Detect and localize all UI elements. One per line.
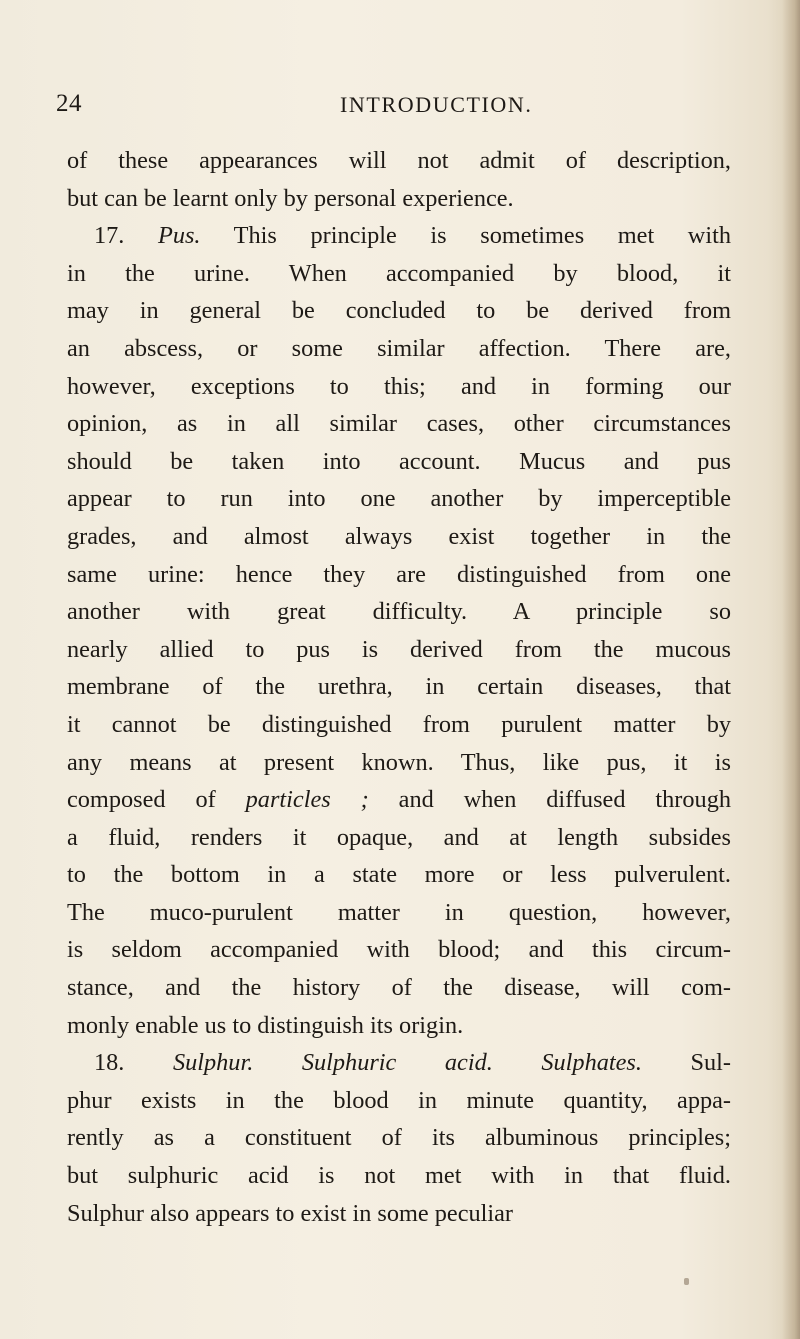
text-line bbox=[67, 1157, 731, 1195]
text-line bbox=[67, 368, 731, 406]
text-run: but can be learnt only by personal experience. bbox=[67, 184, 514, 212]
text-line bbox=[67, 706, 731, 744]
text-run: rently as a constituent of its albuminous principles; bbox=[67, 1124, 731, 1152]
text-line bbox=[67, 744, 731, 782]
text-run: should be taken into account. Mucus and pus bbox=[67, 447, 731, 475]
text-run: of these appearances will not admit of description, bbox=[67, 147, 731, 174]
text-run: may in general be concluded to be derived from bbox=[67, 297, 731, 325]
text-run: however, exceptions to this; and in forming our bbox=[67, 372, 731, 400]
text-line bbox=[67, 518, 731, 556]
text-line bbox=[67, 556, 731, 594]
text-line bbox=[67, 330, 731, 368]
paper-speck bbox=[684, 1278, 689, 1285]
running-head: INTRODUCTION. bbox=[340, 92, 533, 117]
italic-run: Pus. bbox=[157, 222, 201, 250]
text-run: This principle is sometimes met with bbox=[200, 222, 731, 250]
text-line bbox=[67, 142, 731, 180]
italic-run: Sulphur. Sulphuric acid. Sulphates. bbox=[172, 1049, 642, 1077]
text-line bbox=[67, 1119, 731, 1157]
text-run: a fluid, renders it opaque, and at length subsides bbox=[67, 823, 731, 851]
page-edge-shadow bbox=[782, 0, 800, 1339]
text-run: any means at present known. Thus, like pus, it is bbox=[67, 748, 731, 776]
text-run: stance, and the history of the disease, will com- bbox=[67, 974, 731, 1002]
text-run: The muco-purulent matter in question, however, bbox=[67, 898, 731, 926]
text-line bbox=[67, 480, 731, 518]
text-line bbox=[67, 255, 731, 293]
text-run: in the urine. When accompanied by blood, it bbox=[67, 259, 731, 287]
italic-run: particles ; bbox=[245, 786, 369, 814]
text-line bbox=[67, 443, 731, 481]
text-run: an abscess, or some similar affection. There are, bbox=[67, 334, 731, 362]
text-line bbox=[67, 1007, 731, 1045]
text-line bbox=[67, 1044, 731, 1082]
page-number: 24 bbox=[56, 90, 82, 117]
text-line bbox=[67, 931, 731, 969]
text-run: Sulphur also appears to exist in some peculiar bbox=[67, 1199, 514, 1227]
text-line bbox=[67, 781, 731, 819]
text-run: membrane of the urethra, in certain diseases, that bbox=[67, 673, 731, 701]
text-run: grades, and almost always exist together in the bbox=[67, 522, 731, 550]
text-line bbox=[67, 1082, 731, 1120]
text-run: it cannot be distinguished from purulent matter by bbox=[67, 710, 731, 738]
text-line bbox=[67, 217, 731, 255]
text-run: 18. bbox=[94, 1049, 173, 1077]
text-run: same urine: hence they are distinguished from one bbox=[67, 560, 731, 588]
text-run: Sul- bbox=[641, 1049, 732, 1077]
text-run: monly enable us to distinguish its origin. bbox=[67, 1011, 464, 1039]
text-run: 17. bbox=[94, 222, 158, 250]
text-run: appear to run into one another by imperceptible bbox=[67, 485, 731, 513]
text-run: opinion, as in all similar cases, other circumstances bbox=[67, 410, 731, 438]
text-run: composed of bbox=[67, 786, 246, 814]
text-line bbox=[67, 180, 731, 218]
text-run: but sulphuric acid is not met with in that fluid. bbox=[67, 1162, 731, 1190]
text-line bbox=[67, 668, 731, 706]
text-run: and when diffused through bbox=[368, 786, 731, 814]
text-line bbox=[67, 631, 731, 669]
text-run: another with great difficulty. A principle so bbox=[67, 598, 731, 626]
text-line bbox=[67, 593, 731, 631]
text-run: phur exists in the blood in minute quantity, appa- bbox=[67, 1086, 731, 1114]
text-line bbox=[67, 969, 731, 1007]
text-run: is seldom accompanied with blood; and this circum- bbox=[67, 936, 731, 964]
text-line bbox=[67, 405, 731, 443]
text-line bbox=[67, 856, 731, 894]
text-run: to the bottom in a state more or less pulverulent. bbox=[67, 861, 731, 889]
text-line bbox=[67, 819, 731, 857]
text-run: nearly allied to pus is derived from the mucous bbox=[67, 635, 731, 663]
body-text bbox=[67, 142, 731, 1232]
page-header bbox=[56, 90, 746, 130]
text-line bbox=[67, 292, 731, 330]
text-line bbox=[67, 1195, 731, 1233]
text-line bbox=[67, 894, 731, 932]
